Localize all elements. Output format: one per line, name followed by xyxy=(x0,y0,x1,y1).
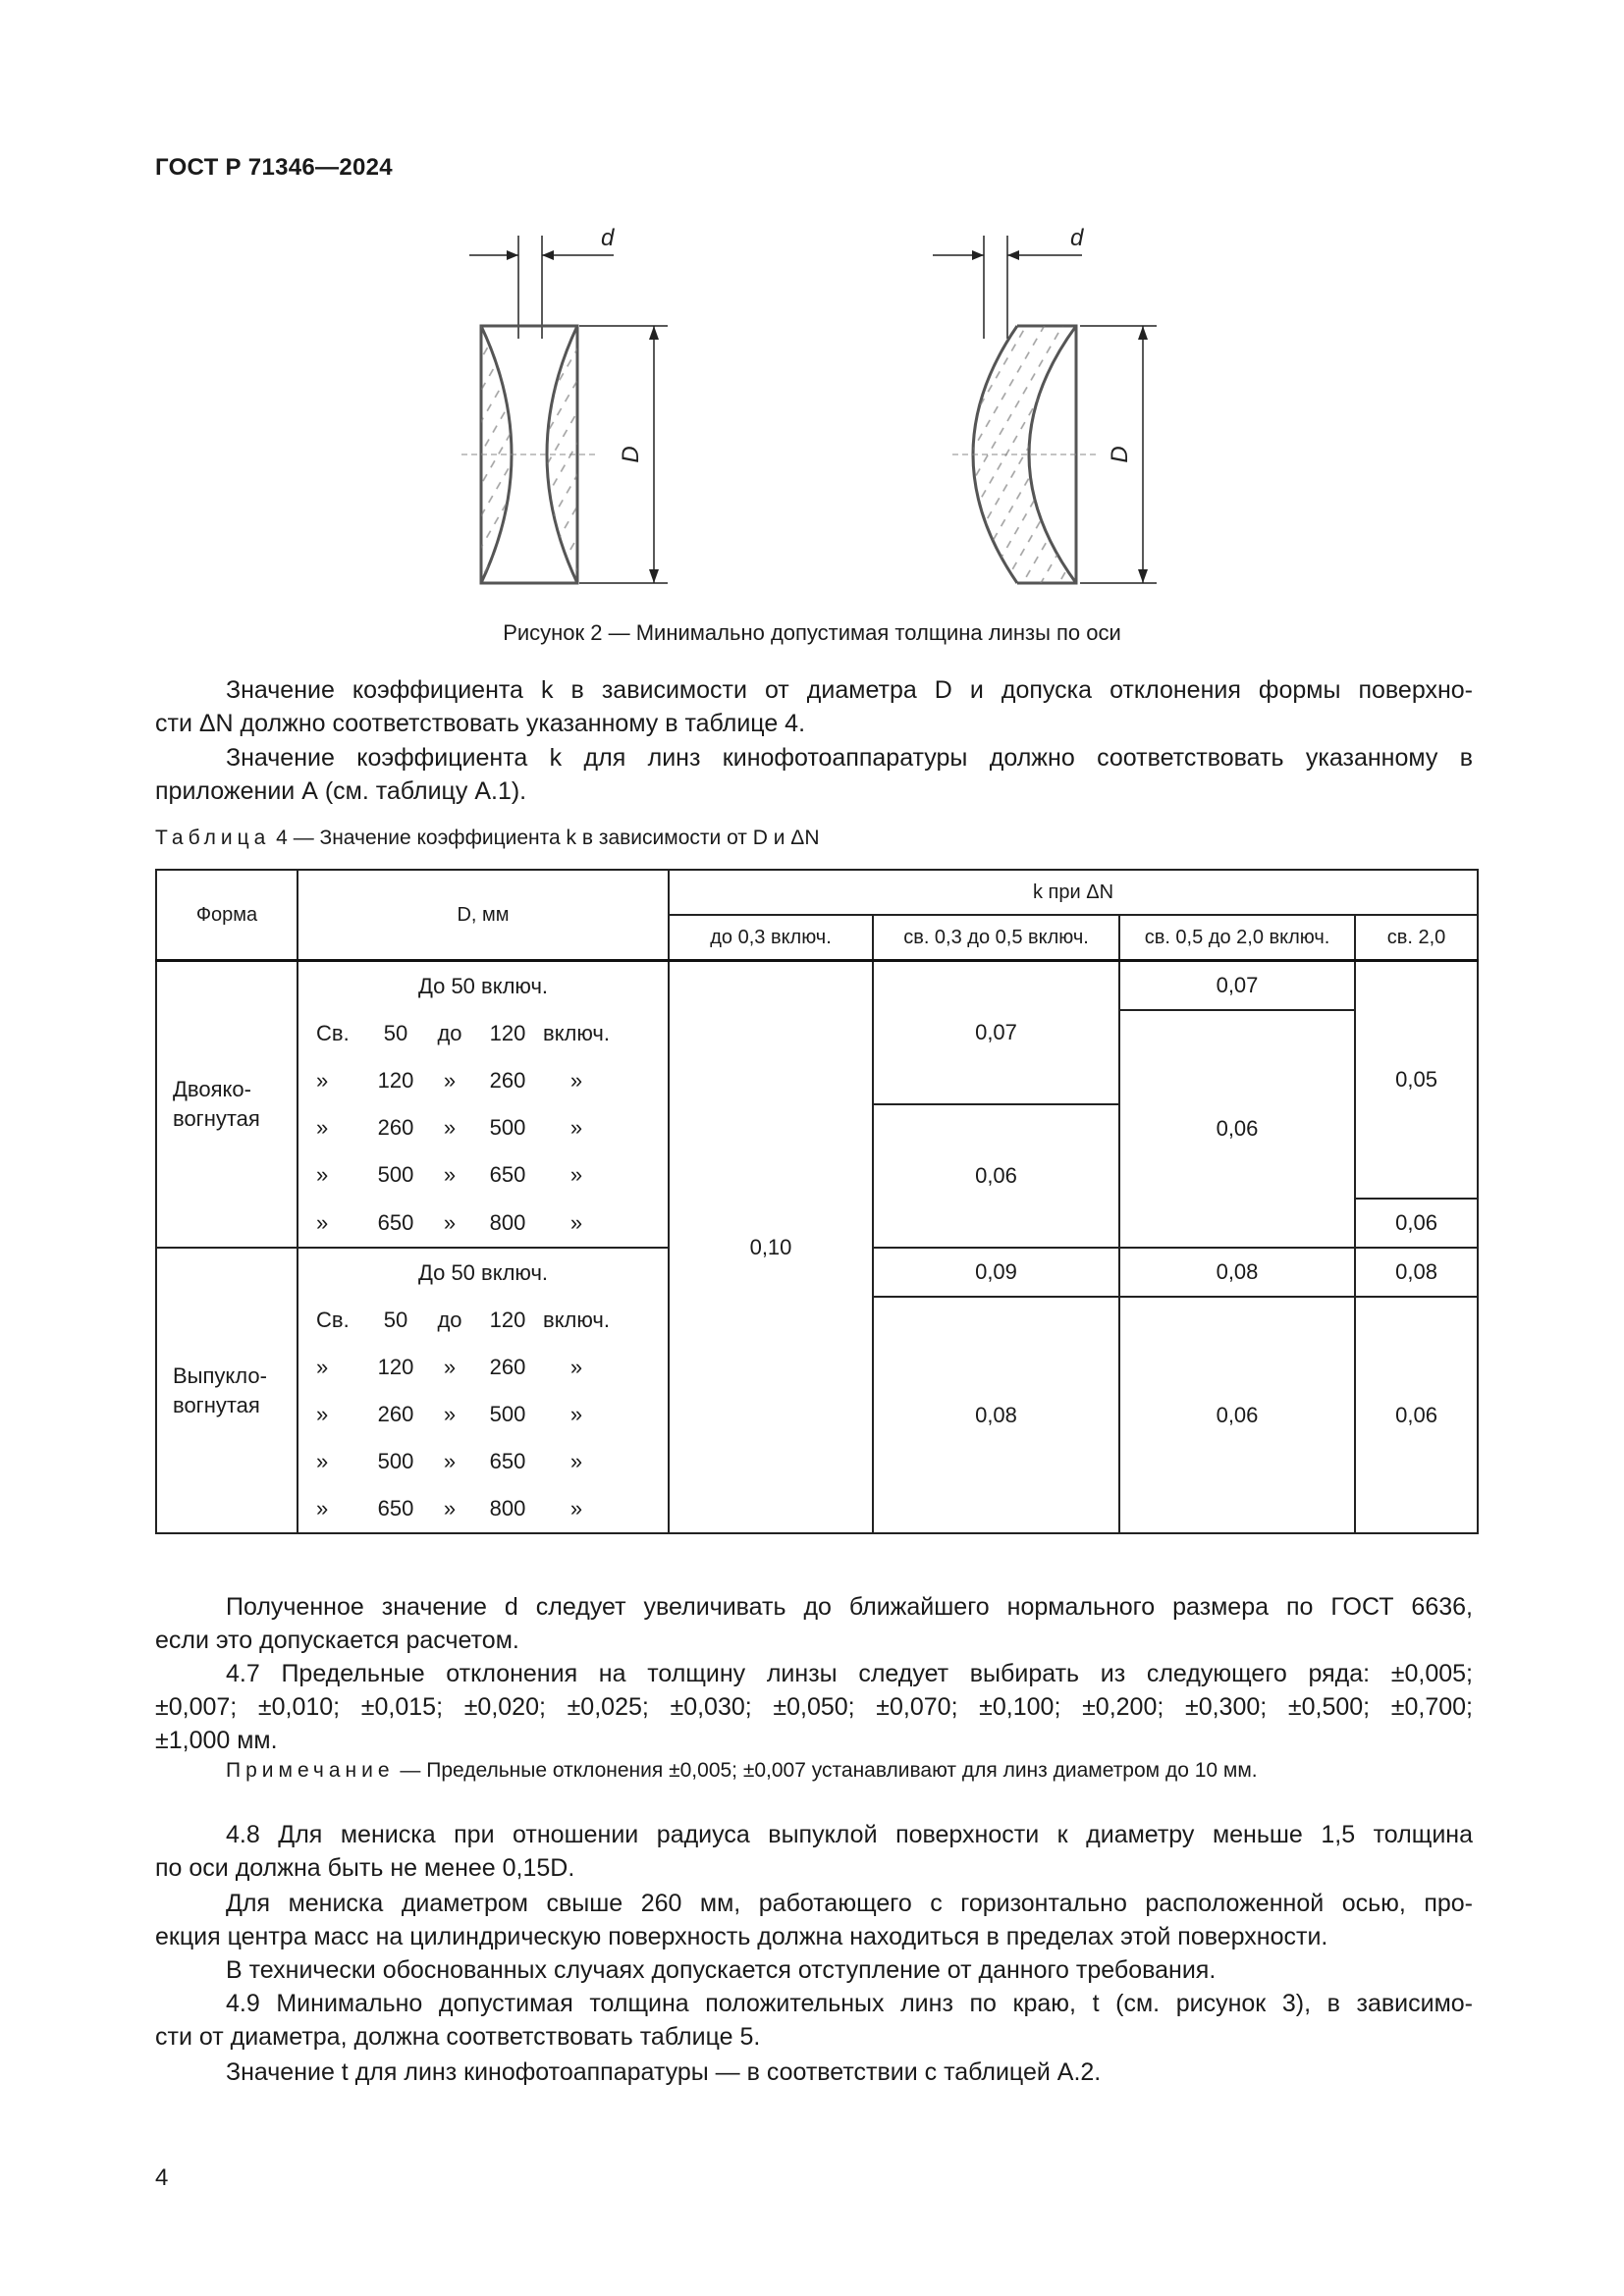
biconcave-lens-drawing xyxy=(461,225,668,583)
table-caption-text: 4 — Значение коэффициента k в зависимости от D и ΔN xyxy=(270,827,820,849)
paragraph-meniscus: Для мениска диаметром свыше 260 мм, работающего с горизонтально расположенной осью, про- xyxy=(226,1890,1473,1917)
paragraph-meniscus-b: екция центра масс на цилиндрическую поверхность должна находиться в пределах этой поверхности. xyxy=(155,1923,1328,1950)
d-row: » 650 » 800 » xyxy=(298,1485,669,1533)
d-row: » 650 » 800 » xyxy=(298,1199,669,1248)
value-cell: 0,07 xyxy=(873,961,1119,1105)
value-cell: 0,06 xyxy=(1119,1010,1355,1248)
meniscus-lens-drawing xyxy=(933,225,1157,583)
subheader-3: св. 0,5 до 2,0 включ. xyxy=(1119,915,1355,961)
dim-D-label-right: D xyxy=(1107,446,1133,463)
table-4-k-coefficient xyxy=(155,869,1479,1534)
table-caption xyxy=(155,827,820,850)
paragraph-4-8: 4.8 Для мениска при отношении радиуса выпуклой поверхности к диаметру меньше 1,5 толщина xyxy=(226,1821,1473,1848)
forma-convex-concave: Выпукло- вогнутая xyxy=(156,1248,298,1533)
figure-caption: Рисунок 2 — Минимально допустимая толщина линзы по оси xyxy=(503,620,1121,645)
paragraph-exception: В технически обоснованных случаях допускается отступление от данного требования. xyxy=(226,1956,1217,1984)
value-cell: 0,08 xyxy=(1119,1248,1355,1297)
d-row: » 120 » 260 » xyxy=(298,1057,669,1104)
col-header-k: k при ΔN xyxy=(669,870,1478,915)
value-cell: 0,08 xyxy=(1355,1248,1478,1297)
value-cell: 0,09 xyxy=(873,1248,1119,1297)
d-row: » 260 » 500 » xyxy=(298,1104,669,1151)
page-number: 4 xyxy=(155,2164,169,2191)
dim-D-label-left: D xyxy=(618,446,644,463)
d-row-first: До 50 включ. xyxy=(298,1248,669,1297)
forma-biconcave: Двояко- вогнутая xyxy=(156,961,298,1249)
table-caption-label: Таблица xyxy=(155,827,271,849)
d-row: » 260 » 500 » xyxy=(298,1391,669,1438)
value-cell: 0,06 xyxy=(873,1104,1119,1248)
paragraph-4-7-c: ±1,000 мм. xyxy=(155,1727,278,1754)
value-cell: 0,07 xyxy=(1119,961,1355,1011)
paragraph-t-value: Значение t для линз кинофотоаппаратуры — в соответствии с таблицей А.2. xyxy=(226,2058,1102,2086)
dim-d-label-left: d xyxy=(601,225,615,251)
paragraph-4-7: 4.7 Предельные отклонения на толщину линзы следует выбирать из следующего ряда: ±0,005; xyxy=(226,1660,1473,1687)
paragraph-4-9-b: сти от диаметра, должна соответствовать таблице 5. xyxy=(155,2023,761,2051)
paragraph-k-coefficient-1: Значение коэффициента k в зависимости от диаметра D и допуска отклонения формы поверхно- xyxy=(226,676,1473,704)
col-header-d: D, мм xyxy=(298,870,669,961)
value-cell: 0,05 xyxy=(1355,961,1478,1200)
dim-d-label-right: d xyxy=(1070,225,1084,251)
document-id: ГОСТ Р 71346—2024 xyxy=(155,154,393,181)
value-cell: 0,06 xyxy=(1119,1297,1355,1533)
value-cell: 0,06 xyxy=(1355,1297,1478,1533)
paragraph-4-8-b: по оси должна быть не менее 0,15D. xyxy=(155,1854,575,1882)
note-label: Примечание xyxy=(226,1759,395,1782)
subheader-2: св. 0,3 до 0,5 включ. xyxy=(873,915,1119,961)
lens-thickness-figure xyxy=(432,216,1159,609)
subheader-4: св. 2,0 xyxy=(1355,915,1478,961)
paragraph-k-coefficient-2: Значение коэффициента k для линз кинофотоаппаратуры должно соответствовать указанному в xyxy=(226,744,1473,772)
paragraph-4-7-b: ±0,007; ±0,010; ±0,015; ±0,020; ±0,025; ±0,030; ±0,050; ±0,070; ±0,100; ±0,200; ±0,300; ±0,500; ±0,700; xyxy=(155,1693,1473,1721)
note-text: — Предельные отклонения ±0,005; ±0,007 устанавливают для линз диаметром до 10 мм. xyxy=(394,1759,1258,1782)
paragraph-k-coefficient-2b: приложении А (см. таблицу А.1). xyxy=(155,777,527,805)
paragraph-4-9: 4.9 Минимально допустимая толщина положительных линз по краю, t (см. рисунок 3), в зависимо- xyxy=(226,1990,1473,2017)
value-cell: 0,10 xyxy=(669,961,873,1534)
d-row: » 500 » 650 » xyxy=(298,1438,669,1485)
subheader-1: до 0,3 включ. xyxy=(669,915,873,961)
d-row: Св. 50 до 120 включ. xyxy=(298,1010,669,1057)
d-row: » 120 » 260 » xyxy=(298,1344,669,1391)
value-cell: 0,08 xyxy=(873,1297,1119,1533)
note xyxy=(226,1759,1258,1783)
col-header-forma: Форма xyxy=(156,870,298,961)
d-row-first: До 50 включ. xyxy=(298,961,669,1011)
value-cell: 0,06 xyxy=(1355,1199,1478,1248)
d-row: Св. 50 до 120 включ. xyxy=(298,1297,669,1344)
paragraph-d-rounding: Полученное значение d следует увеличивать до ближайшего нормального размера по ГОСТ 6636, xyxy=(226,1593,1473,1621)
paragraph-k-coefficient-1b: сти ΔN должно соответствовать указанному в таблице 4. xyxy=(155,710,806,737)
paragraph-d-rounding-b: если это допускается расчетом. xyxy=(155,1627,519,1654)
d-row: » 500 » 650 » xyxy=(298,1151,669,1199)
